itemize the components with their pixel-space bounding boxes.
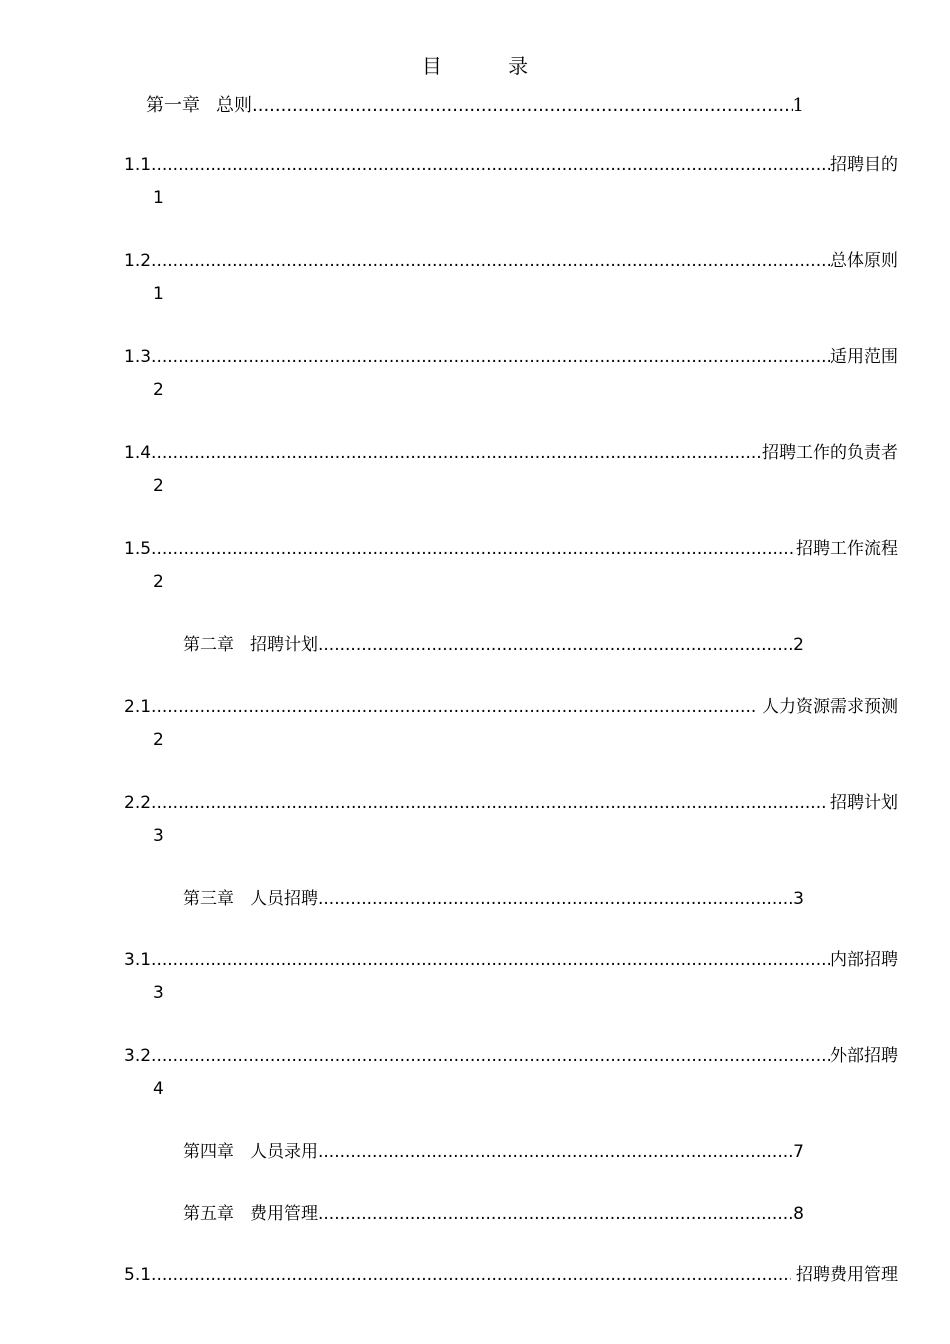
entry-text: 适用范围 bbox=[830, 347, 898, 367]
entry-number: 2.1 bbox=[124, 697, 152, 717]
leader-dots bbox=[318, 889, 793, 909]
leader-dots bbox=[151, 155, 830, 175]
leader-dots bbox=[318, 1204, 793, 1224]
leader-dots bbox=[318, 1142, 793, 1162]
leader-dots bbox=[151, 1265, 791, 1285]
leader-dots bbox=[151, 539, 796, 559]
chapter-number: 第二章 bbox=[183, 635, 234, 655]
entry-text: 外部招聘 bbox=[830, 1046, 898, 1066]
entry-page: 3 bbox=[153, 826, 164, 846]
entry-page: 1 bbox=[153, 188, 164, 208]
toc-entry-1-3[interactable] bbox=[124, 342, 898, 367]
leader-dots bbox=[151, 1046, 830, 1066]
entry-number: 3.1 bbox=[124, 950, 152, 970]
chapter-name: 费用管理 bbox=[250, 1204, 318, 1224]
leader-dots bbox=[151, 251, 830, 271]
chapter-name: 人员录用 bbox=[250, 1142, 318, 1162]
toc-chapter-2[interactable] bbox=[183, 630, 804, 655]
entry-page: 2 bbox=[153, 730, 164, 750]
toc-entry-2-2[interactable] bbox=[124, 788, 898, 813]
entry-text: 招聘费用管理 bbox=[790, 1265, 898, 1285]
entry-number: 3.2 bbox=[124, 1046, 152, 1066]
entry-page: 1 bbox=[153, 284, 164, 304]
toc-entry-1-4[interactable] bbox=[124, 438, 898, 463]
toc-entry-3-2[interactable] bbox=[124, 1041, 898, 1066]
entry-number: 1.2 bbox=[124, 251, 152, 271]
entry-text: 招聘工作流程 bbox=[796, 539, 898, 559]
chapter-name: 人员招聘 bbox=[250, 889, 318, 909]
entry-page: 2 bbox=[153, 572, 164, 592]
leader-dots bbox=[151, 793, 825, 813]
leader-dots bbox=[151, 443, 762, 463]
entry-page: 4 bbox=[153, 1079, 164, 1099]
toc-entry-5-1[interactable] bbox=[124, 1260, 898, 1285]
chapter-name: 招聘计划 bbox=[250, 635, 318, 655]
toc-chapter-4[interactable] bbox=[183, 1137, 804, 1162]
chapter-page: 7 bbox=[793, 1142, 804, 1162]
toc-chapter-1[interactable] bbox=[146, 91, 804, 117]
entry-number: 1.4 bbox=[124, 443, 152, 463]
chapter-number: 第五章 bbox=[183, 1204, 234, 1224]
entry-page: 2 bbox=[153, 380, 164, 400]
entry-number: 1.5 bbox=[124, 539, 152, 559]
chapter-page: 3 bbox=[793, 889, 804, 909]
entry-number: 1.3 bbox=[124, 347, 152, 367]
toc-entry-3-1[interactable] bbox=[124, 945, 898, 970]
entry-page: 3 bbox=[153, 983, 164, 1003]
entry-text: 招聘目的 bbox=[830, 155, 898, 175]
toc-title: 目 录 bbox=[421, 54, 559, 78]
toc-chapter-5[interactable] bbox=[183, 1199, 804, 1224]
entry-text: 总体原则 bbox=[830, 251, 898, 271]
entry-page: 2 bbox=[153, 476, 164, 496]
leader-dots bbox=[318, 635, 793, 655]
entry-number: 1.1 bbox=[124, 155, 152, 175]
leader-dots bbox=[151, 697, 757, 717]
toc-entry-1-5[interactable] bbox=[124, 534, 898, 559]
toc-chapter-3[interactable] bbox=[183, 884, 804, 909]
chapter-name: 总则 bbox=[216, 95, 252, 116]
leader-dots bbox=[151, 950, 830, 970]
chapter-number: 第四章 bbox=[183, 1142, 234, 1162]
leader-dots bbox=[151, 347, 830, 367]
entry-number: 2.2 bbox=[124, 793, 152, 813]
entry-text: 人力资源需求预测 bbox=[756, 697, 898, 717]
toc-entry-1-2[interactable] bbox=[124, 246, 898, 271]
toc-entry-2-1[interactable] bbox=[124, 692, 898, 717]
chapter-page: 8 bbox=[793, 1204, 804, 1224]
entry-text: 招聘计划 bbox=[824, 793, 898, 813]
entry-text: 内部招聘 bbox=[830, 950, 898, 970]
chapter-page: 2 bbox=[793, 635, 804, 655]
entry-number: 5.1 bbox=[124, 1265, 152, 1285]
entry-text: 招聘工作的负责者 bbox=[762, 443, 898, 463]
toc-entry-1-1[interactable] bbox=[124, 150, 898, 175]
chapter-number: 第三章 bbox=[183, 889, 234, 909]
chapter-number: 第一章 bbox=[146, 95, 200, 116]
leader-dots bbox=[252, 95, 793, 116]
chapter-page: 1 bbox=[792, 95, 804, 116]
